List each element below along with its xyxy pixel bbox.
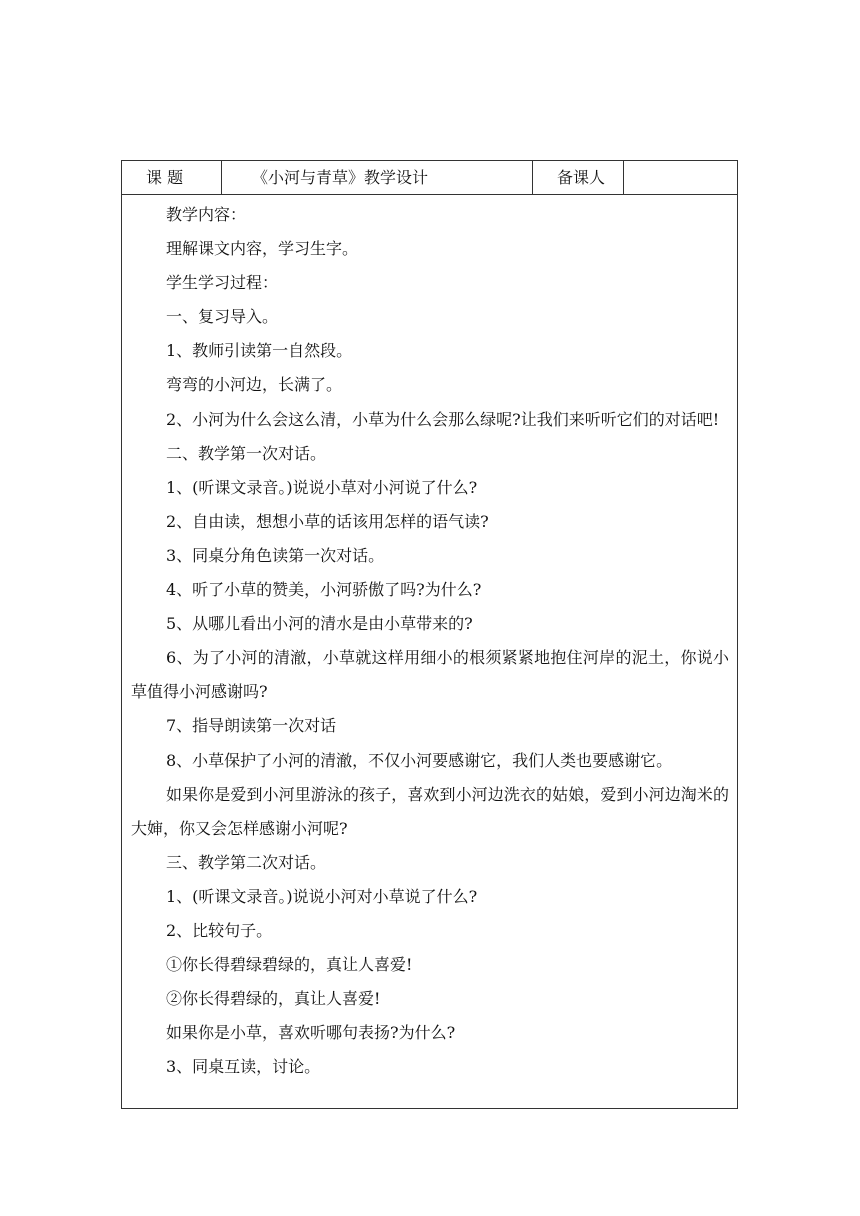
content-line: 2、比较句子。 [166,920,273,940]
content-line: 7、指导朗读第一次对话 [166,716,337,736]
content-line: 教学内容： [166,205,247,224]
subject-label-cell: 课 题 [122,161,222,194]
content-line: 如果你是爱到小河里游泳的孩子，喜欢到小河边洗衣的姑娘，爱到小河边淘米的大婶，你又会怎样感谢小河呢? [131,784,729,838]
content-line: 6、为了小河的清澈，小草就这样用细小的根须紧紧地抱住河岸的泥土，你说小草值得小河感谢吗? [131,648,729,702]
content-line: 5、从哪儿看出小河的清水是由小草带来的? [166,614,473,634]
section-heading: 一、复习导入。 [166,307,279,327]
preparer-label-cell: 备课人 [533,161,624,194]
content-line: 弯弯的小河边，长满了。 [166,375,343,395]
table-header-row [122,161,737,195]
content-line: 1、(听课文录音。)说说小草对小河说了什么? [166,477,478,497]
lesson-content-cell [122,195,737,1084]
content-line: 3、同桌互读，讨论。 [166,1057,321,1077]
lesson-plan-table [121,160,738,1109]
content-line: 2、小河为什么会这么清，小草为什么会那么绿呢?让我们来听听它们的对话吧! [166,409,720,429]
section-heading: 二、教学第一次对话。 [166,443,327,463]
content-line: 4、听了小草的赞美，小河骄傲了吗?为什么? [166,580,482,600]
content-line: 2、自由读，想想小草的话该用怎样的语气读? [166,511,489,531]
content-line: 学生学习过程： [166,273,279,293]
preparer-value-cell [624,161,737,194]
content-line: 如果你是小草，喜欢听哪句表扬?为什么? [166,1023,456,1043]
content-line: ②你长得碧绿的，真让人喜爱! [166,989,381,1009]
content-line: 8、小草保护了小河的清澈，不仅小河要感谢它，我们人类也要感谢它。 [166,750,673,770]
content-line: 1、(听课文录音。)说说小河对小草说了什么? [166,886,478,906]
section-heading: 三、教学第二次对话。 [166,852,327,872]
content-line: 3、同桌分角色读第一次对话。 [166,545,385,565]
content-line: 1、教师引读第一自然段。 [166,341,353,361]
lesson-title-cell: 《小河与青草》教学设计 [222,161,533,194]
content-line: ①你长得碧绿碧绿的，真让人喜爱! [166,955,413,975]
content-line: 理解课文内容，学习生字。 [166,239,359,259]
